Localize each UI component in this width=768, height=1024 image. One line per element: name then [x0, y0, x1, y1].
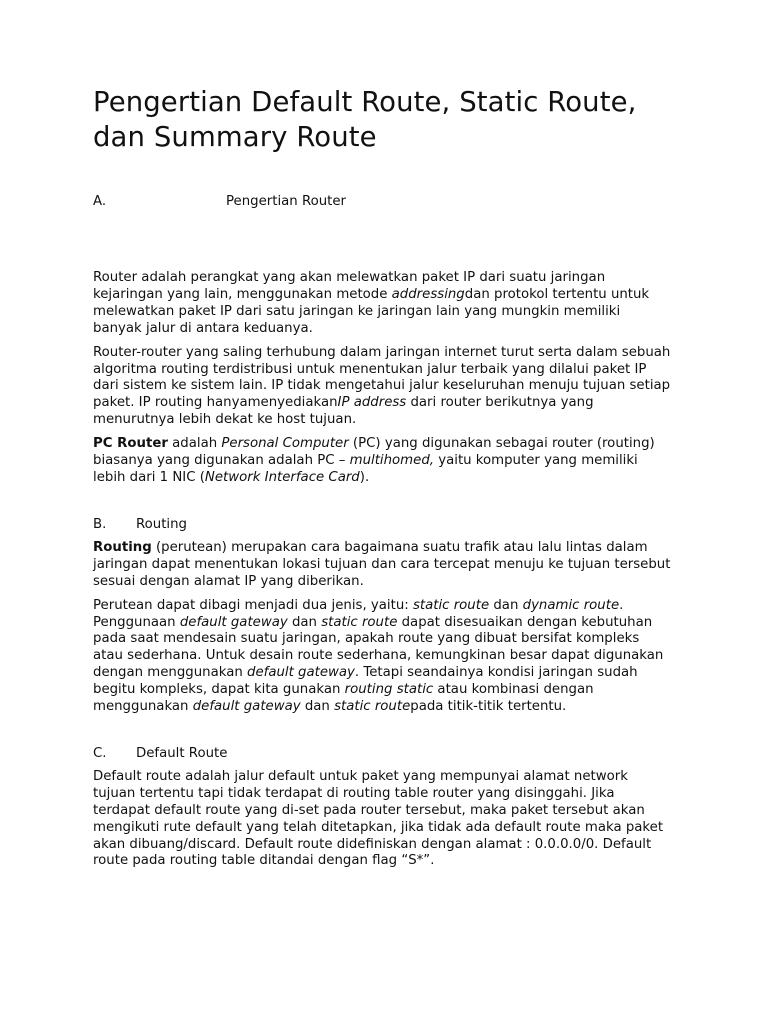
section-c-letter: C. — [93, 745, 107, 761]
document-title: Pengertian Default Route, Static Route, dan Summary Route — [93, 86, 637, 153]
paragraph-router-definition: Router adalah perangkat yang akan melewatkan paket IP dari suatu jaringan kejaringan yang lain, menggunakan metode addressingdan protokol tertentu untuk melewatkan paket IP dari satu jaringan ke jaringan lain yang mungkin memiliki banyak jalur di antara keduanya. — [93, 270, 650, 336]
section-c-heading — [93, 745, 673, 762]
document-page — [93, 85, 673, 870]
paragraph-pc-router: PC Router adalah Personal Computer (PC) yang digunakan sebagai router (routing) biasanya yang digunakan adalah PC – multihomed, yaitu komputer yang memiliki lebih dari 1 NIC (Network Interface Card). — [93, 436, 655, 485]
section-a-title: Pengertian Router — [226, 194, 347, 209]
section-c-title: Default Route — [136, 745, 228, 761]
section-b-heading — [93, 516, 673, 533]
section-a-heading — [93, 193, 673, 210]
section-b-title: Routing — [136, 516, 187, 532]
paragraph-routing-types: Perutean dapat dibagi menjadi dua jenis, yaitu: static route dan dynamic route. Penggunaan default gateway dan static route dapat disesuaikan dengan kebutuhan pada saat mendesain suatu jaringan, apakah route yang dibuat bersifat kompleks atau sederhana. Untuk desain route sederhana, kemungkinan besar dapat digunakan dengan menggunakan default gateway. Tetapi seandainya kondisi jaringan sudah begitu kompleks, dapat kita gunakan routing static atau kombinasi dengan menggunakan default gateway dan static routepada titik-titik tertentu. — [93, 597, 664, 715]
section-b-letter: B. — [93, 516, 107, 532]
paragraph-default-route: Default route adalah jalur default untuk paket yang mempunyai alamat network tujuan tertentu tapi tidak terdapat di routing table router yang disinggahi. Jika terdapat default route yang di-set pada router tersebut, maka paket tersebut akan mengikuti rute default yang telah ditetapkan, jika tidak ada default route maka paket akan dibuang/discard. Default route didefiniskan dengan alamat : 0.0.0.0/0. Default route pada routing table ditandai dengan flag “S*”. — [93, 768, 664, 869]
section-a-letter: A. — [93, 194, 107, 209]
paragraph-router-network: Router-router yang saling terhubung dalam jaringan internet turut serta dalam sebuah algoritma routing terdistribusi untuk menentukan jalur terbaik yang dilalui paket IP dari sistem ke sistem lain. IP tidak mengetahui jalur keseluruhan menuju tujuan setiap paket. IP routing hanyamenyediakanIP address dari router berikutnya yang menurutnya lebih dekat ke host tujuan. — [93, 344, 671, 428]
paragraph-routing-definition: Routing (perutean) merupakan cara bagaimana suatu trafik atau lalu lintas dalam jaringan dapat menentukan lokasi tujuan dan cara tercepat menuju ke tujuan tersebut sesuai dengan alamat IP yang diberikan. — [93, 539, 671, 589]
